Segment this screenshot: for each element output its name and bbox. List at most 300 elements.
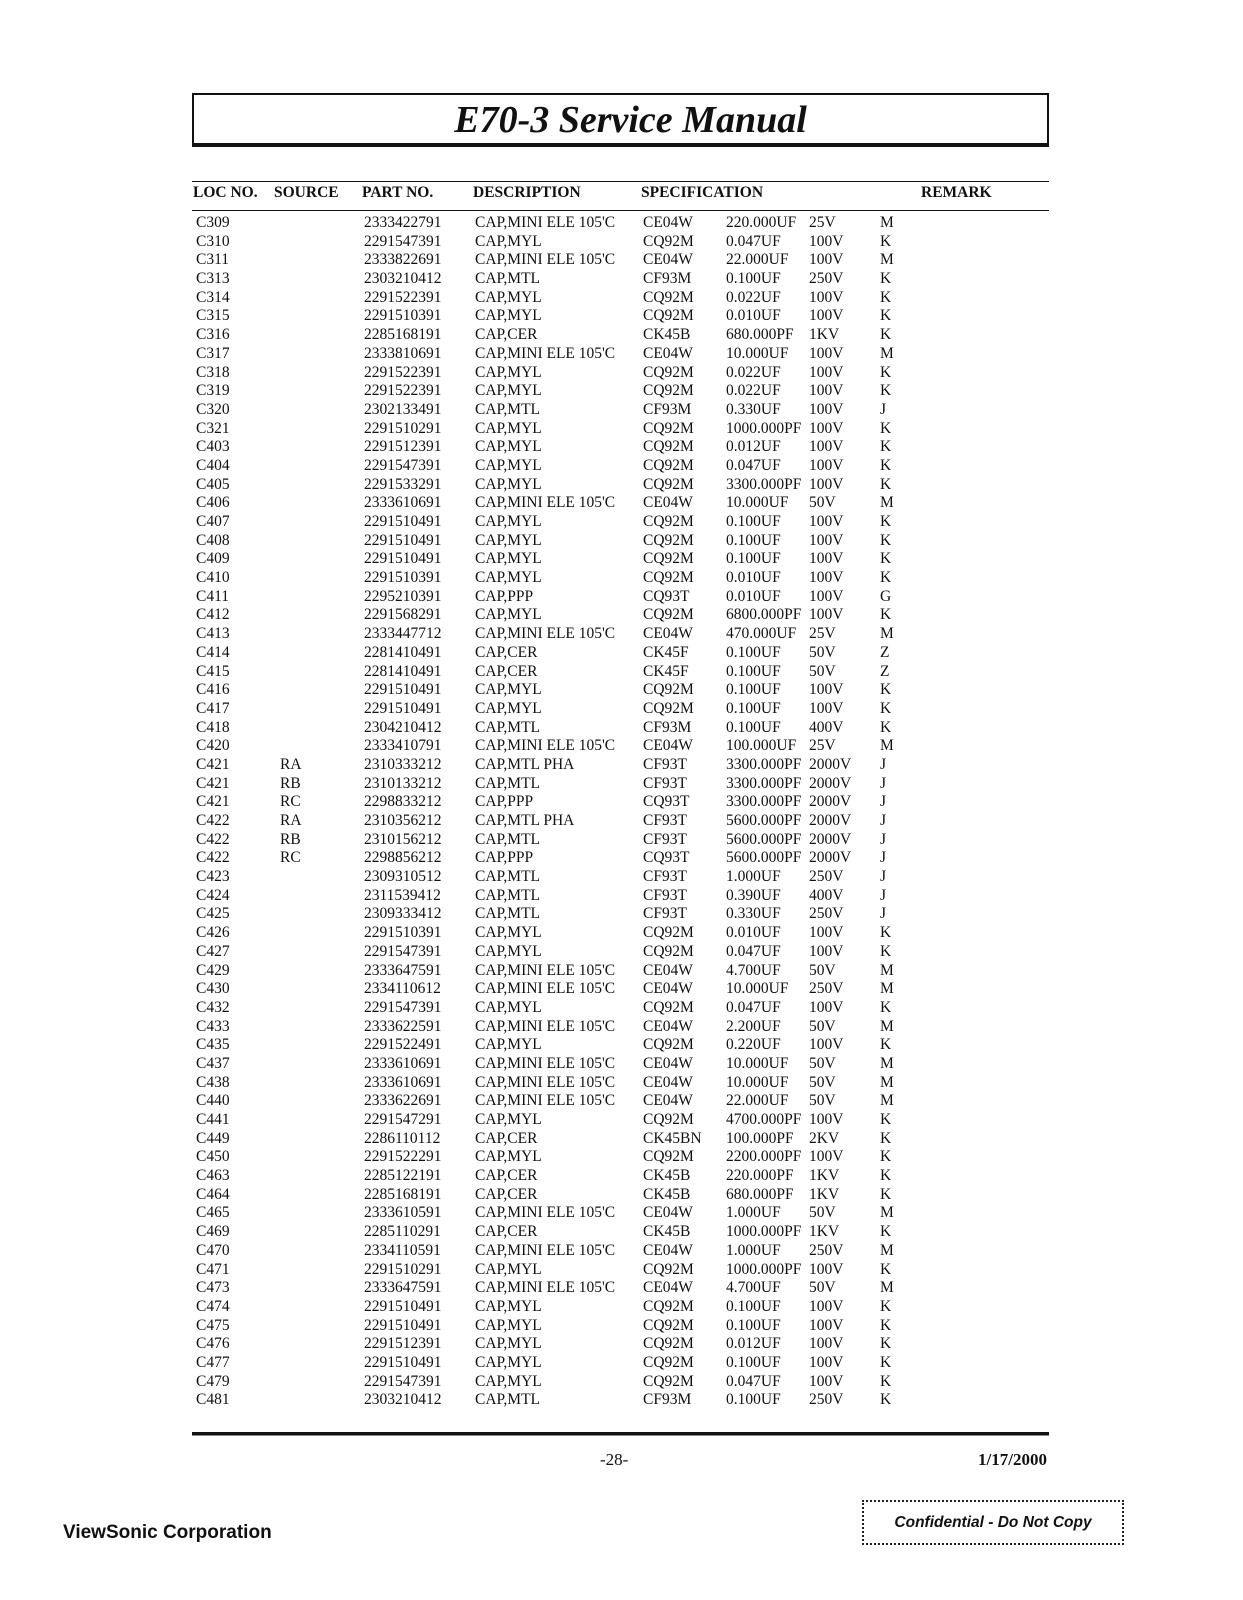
cell-spec-code: CK45BN [643,1129,702,1147]
table-row [0,625,1243,644]
cell-spec-value: 4.700UF [726,1279,781,1297]
cell-spec-voltage: 250V [809,980,844,998]
cell-tolerance: K [880,681,892,699]
cell-spec-code: CQ92M [643,1316,694,1334]
cell-spec-code: CQ92M [643,681,694,699]
cell-spec-voltage: 100V [809,344,844,362]
cell-spec-code: CK45F [643,643,689,661]
cell-spec-code: CF93M [643,718,692,736]
cell-spec-voltage: 100V [809,382,844,400]
cell-description: CAP,MYL [475,1372,542,1390]
cell-spec-voltage: 100V [809,363,844,381]
cell-loc-no: C421 [196,755,230,773]
cell-tolerance: K [880,1297,892,1315]
cell-loc-no: C403 [196,438,230,456]
cell-spec-value: 220.000UF [726,214,797,231]
cell-part-no: 2333610691 [364,1054,442,1072]
cell-spec-value: 10.000UF [726,980,789,998]
cell-spec-code: CF93T [643,886,687,904]
cell-spec-value: 0.010UF [726,307,781,325]
table-row [0,700,1243,719]
cell-description: CAP,MYL [475,531,542,549]
cell-spec-voltage: 50V [809,1204,836,1222]
cell-spec-value: 1000.000PF [726,1260,802,1278]
cell-tolerance: K [880,1316,892,1334]
cell-description: CAP,MYL [475,681,542,699]
cell-part-no: 2303210412 [364,270,442,288]
cell-source: RA [280,812,302,829]
cell-description: CAP,MTL [475,774,541,792]
cell-description: CAP,MTL [475,886,541,904]
cell-spec-code: CQ92M [643,924,694,942]
cell-spec-code: CK45B [643,1167,691,1185]
cell-description: CAP,CER [475,662,538,680]
cell-spec-value: 0.100UF [726,1353,781,1371]
cell-spec-code: CQ93T [643,793,690,811]
cell-part-no: 2291547391 [364,998,442,1016]
cell-spec-code: CE04W [643,980,693,998]
cell-description: CAP,MTL [475,718,541,736]
cell-description: CAP,MYL [475,513,542,530]
cell-description: CAP,MINI ELE 105'C [475,980,616,998]
cell-part-no: 2302133491 [364,400,442,418]
cell-part-no: 2333410791 [364,737,442,755]
cell-spec-value: 3300.000PF [726,774,802,792]
cell-tolerance: M [880,1241,894,1259]
cell-part-no: 2281410491 [364,643,442,661]
cell-spec-value: 5600.000PF [726,830,802,848]
cell-description: CAP,CER [475,1129,538,1147]
cell-description: CAP,CER [475,643,538,661]
cell-spec-code: CK45B [643,1185,691,1203]
table-row [0,494,1243,513]
cell-spec-code: CE04W [643,214,693,231]
table-row [0,644,1243,663]
cell-source: RB [280,774,301,792]
cell-part-no: 2333422791 [364,214,442,231]
cell-part-no: 2291522291 [364,1148,442,1166]
cell-part-no: 2285168191 [364,1185,442,1203]
cell-description: CAP,MYL [475,1335,542,1353]
cell-loc-no: C417 [196,699,230,717]
col-header-desc: DESCRIPTION [473,184,581,201]
cell-part-no: 2291547391 [364,1372,442,1390]
cell-part-no: 2310133212 [364,774,442,792]
table-row [0,457,1243,476]
cell-spec-voltage: 100V [809,569,844,587]
cell-spec-voltage: 100V [809,1335,844,1353]
cell-loc-no: C309 [196,214,230,231]
cell-spec-code: CQ92M [643,606,694,624]
table-row [0,905,1243,924]
cell-part-no: 2291522391 [364,363,442,381]
cell-tolerance: K [880,718,892,736]
cell-loc-no: C469 [196,1223,230,1241]
table-row [0,1242,1243,1261]
cell-spec-code: CQ92M [643,1353,694,1371]
cell-description: CAP,MYL [475,232,542,250]
cell-description: CAP,MYL [475,569,542,587]
cell-tolerance: J [880,886,887,904]
cell-spec-value: 0.047UF [726,232,781,250]
table-row [0,233,1243,252]
cell-spec-code: CQ92M [643,1372,694,1390]
cell-loc-no: C422 [196,830,230,848]
cell-tolerance: J [880,774,887,792]
cell-description: CAP,MINI ELE 105'C [475,251,616,269]
cell-spec-value: 10.000UF [726,344,789,362]
cell-loc-no: C408 [196,531,230,549]
cell-spec-value: 1.000UF [726,1241,781,1259]
cell-part-no: 2291512391 [364,438,442,456]
cell-spec-value: 0.330UF [726,905,781,923]
cell-description: CAP,MYL [475,1111,542,1128]
cell-tolerance: K [880,456,892,474]
cell-part-no: 2285168191 [364,326,442,344]
cell-tolerance: K [880,569,892,587]
cell-description: CAP,MYL [475,924,542,942]
cell-spec-value: 0.010UF [726,924,781,942]
cell-loc-no: C441 [196,1111,230,1128]
cell-part-no: 2303210412 [364,1391,442,1409]
cell-spec-code: CQ92M [643,1111,694,1128]
cell-tolerance: K [880,942,892,960]
cell-tolerance: K [880,1223,892,1241]
cell-spec-voltage: 50V [809,961,836,979]
cell-description: CAP,MTL [475,270,541,288]
cell-spec-voltage: 2000V [809,849,852,867]
table-row [0,1317,1243,1336]
cell-tolerance: K [880,699,892,717]
cell-spec-value: 1.000UF [726,1204,781,1222]
cell-tolerance: M [880,214,894,231]
cell-description: CAP,MYL [475,550,542,568]
cell-part-no: 2334110591 [364,1241,441,1259]
table-row [0,924,1243,943]
cell-spec-value: 6800.000PF [726,606,802,624]
cell-spec-voltage: 2KV [809,1129,840,1147]
cell-tolerance: Z [880,643,890,661]
cell-tolerance: K [880,550,892,568]
cell-tolerance: K [880,1111,892,1128]
cell-loc-no: C409 [196,550,230,568]
cell-spec-voltage: 100V [809,232,844,250]
cell-part-no: 2291533291 [364,475,442,493]
cell-spec-value: 0.100UF [726,270,781,288]
cell-description: CAP,CER [475,326,538,344]
table-row [0,681,1243,700]
table-row [0,1055,1243,1074]
cell-description: CAP,MYL [475,1260,542,1278]
cell-spec-value: 10.000UF [726,494,789,512]
cell-loc-no: C422 [196,849,230,867]
cell-spec-value: 22.000UF [726,251,789,269]
cell-tolerance: K [880,513,892,530]
cell-description: CAP,MYL [475,419,542,437]
cell-part-no: 2291547391 [364,456,442,474]
cell-tolerance: K [880,1167,892,1185]
cell-spec-value: 5600.000PF [726,812,802,829]
cell-spec-code: CE04W [643,1054,693,1072]
cell-spec-code: CF93T [643,755,687,773]
page-number: -28- [600,1450,629,1469]
table-row [0,420,1243,439]
cell-part-no: 2291547391 [364,232,442,250]
cell-loc-no: C477 [196,1353,230,1371]
cell-spec-value: 680.000PF [726,326,794,344]
cell-part-no: 2295210391 [364,587,442,605]
cell-spec-voltage: 100V [809,438,844,456]
cell-description: CAP,MYL [475,1036,542,1054]
cell-spec-code: CQ92M [643,531,694,549]
table-row [0,476,1243,495]
cell-spec-code: CQ92M [643,1036,694,1054]
cell-loc-no: C416 [196,681,230,699]
page-title: E70-3 Service Manual [454,99,807,141]
table-row [0,307,1243,326]
cell-spec-voltage: 400V [809,886,844,904]
cell-part-no: 2333822691 [364,251,442,269]
table-row [0,1279,1243,1298]
cell-description: CAP,MINI ELE 105'C [475,625,616,643]
cell-spec-value: 3300.000PF [726,793,802,811]
cell-tolerance: K [880,438,892,456]
cell-loc-no: C320 [196,400,230,418]
cell-spec-voltage: 250V [809,270,844,288]
cell-spec-value: 2200.000PF [726,1148,802,1166]
cell-loc-no: C423 [196,868,230,886]
cell-part-no: 2333610591 [364,1204,442,1222]
cell-description: CAP,MYL [475,1353,542,1371]
col-header-remark: REMARK [921,184,992,201]
table-row [0,251,1243,270]
cell-loc-no: C420 [196,737,230,755]
cell-spec-voltage: 100V [809,1372,844,1390]
table-row [0,513,1243,532]
cell-loc-no: C433 [196,1017,230,1035]
cell-description: CAP,MYL [475,363,542,381]
cell-tolerance: K [880,531,892,549]
cell-spec-voltage: 100V [809,942,844,960]
cell-spec-voltage: 1KV [809,1223,840,1241]
cell-spec-code: CE04W [643,1279,693,1297]
cell-part-no: 2333610691 [364,494,442,512]
cell-spec-code: CE04W [643,1204,693,1222]
cell-spec-code: CE04W [643,1017,693,1035]
cell-description: CAP,MTL [475,905,541,923]
cell-tolerance: M [880,344,894,362]
cell-description: CAP,MYL [475,307,542,325]
cell-part-no: 2291510291 [364,1260,442,1278]
cell-part-no: 2309310512 [364,868,442,886]
cell-part-no: 2291510491 [364,513,442,530]
cell-description: CAP,MYL [475,1316,542,1334]
cell-spec-voltage: 50V [809,1054,836,1072]
cell-part-no: 2310356212 [364,812,442,829]
cell-spec-value: 0.047UF [726,942,781,960]
table-row [0,289,1243,308]
cell-spec-voltage: 100V [809,587,844,605]
cell-spec-code: CQ92M [643,438,694,456]
cell-spec-voltage: 100V [809,681,844,699]
table-row [0,980,1243,999]
cell-spec-code: CF93M [643,270,692,288]
cell-spec-voltage: 100V [809,288,844,306]
table-row [0,999,1243,1018]
cell-tolerance: M [880,494,894,512]
cell-spec-code: CF93T [643,868,687,886]
cell-tolerance: K [880,998,892,1016]
cell-spec-voltage: 250V [809,1391,844,1409]
cell-part-no: 2291510491 [364,1316,442,1334]
cell-spec-voltage: 250V [809,905,844,923]
cell-spec-value: 470.000UF [726,625,797,643]
table-row [0,1074,1243,1093]
cell-spec-code: CQ92M [643,513,694,530]
table-row [0,1223,1243,1242]
table-row [0,1186,1243,1205]
cell-description: CAP,MYL [475,456,542,474]
cell-part-no: 2310333212 [364,755,442,773]
cell-spec-code: CQ92M [643,307,694,325]
table-row [0,550,1243,569]
cell-tolerance: M [880,961,894,979]
cell-tolerance: K [880,1260,892,1278]
cell-part-no: 2333810691 [364,344,442,362]
cell-spec-code: CQ92M [643,232,694,250]
cell-tolerance: K [880,1353,892,1371]
cell-description: CAP,MTL [475,868,541,886]
cell-part-no: 2291510491 [364,1297,442,1315]
cell-loc-no: C313 [196,270,230,288]
cell-loc-no: C404 [196,456,230,474]
cell-source: RC [280,793,301,811]
cell-spec-code: CE04W [643,1241,693,1259]
table-row [0,1335,1243,1354]
cell-spec-voltage: 50V [809,643,836,661]
cell-spec-voltage: 100V [809,475,844,493]
cell-part-no: 2291522391 [364,288,442,306]
cell-loc-no: C418 [196,718,230,736]
cell-loc-no: C405 [196,475,230,493]
cell-part-no: 2291510491 [364,550,442,568]
cell-spec-value: 0.100UF [726,1391,781,1409]
table-row [0,532,1243,551]
cell-part-no: 2298856212 [364,849,442,867]
footer-rule [192,1432,1049,1434]
cell-tolerance: K [880,1036,892,1054]
cell-part-no: 2285122191 [364,1167,442,1185]
cell-part-no: 2291510391 [364,924,442,942]
cell-spec-voltage: 50V [809,662,836,680]
cell-description: CAP,PPP [475,849,534,867]
cell-spec-code: CE04W [643,1092,693,1110]
cell-description: CAP,MINI ELE 105'C [475,1017,616,1035]
cell-part-no: 2291547391 [364,942,442,960]
cell-loc-no: C422 [196,812,230,829]
cell-spec-code: CE04W [643,737,693,755]
table-row [0,1298,1243,1317]
cell-part-no: 2304210412 [364,718,442,736]
cell-spec-voltage: 100V [809,1297,844,1315]
cell-spec-code: CK45F [643,662,689,680]
cell-loc-no: C470 [196,1241,230,1259]
cell-spec-voltage: 1KV [809,1167,840,1185]
cell-description: CAP,MYL [475,288,542,306]
cell-spec-code: CE04W [643,1073,693,1091]
cell-loc-no: C316 [196,326,230,344]
cell-loc-no: C473 [196,1279,230,1297]
table-row [0,588,1243,607]
cell-description: CAP,MINI ELE 105'C [475,1279,616,1297]
cell-spec-value: 0.047UF [726,998,781,1016]
cell-tolerance: K [880,1185,892,1203]
cell-description: CAP,MTL PHA [475,812,575,829]
cell-spec-code: CQ93T [643,587,690,605]
cell-spec-voltage: 100V [809,1148,844,1166]
cell-tolerance: J [880,849,887,867]
table-row [0,1391,1243,1410]
cell-part-no: 2333610691 [364,1073,442,1091]
col-header-spec: SPECIFICATION [641,184,764,201]
parts-table [0,214,1243,1410]
cell-spec-voltage: 100V [809,400,844,418]
cell-spec-voltage: 100V [809,699,844,717]
header-rule-top [192,181,1049,182]
table-row [0,1167,1243,1186]
col-header-loc: LOC NO. [193,184,258,201]
cell-tolerance: M [880,625,894,643]
cell-tolerance: K [880,363,892,381]
cell-spec-code: CQ92M [643,475,694,493]
cell-spec-value: 100.000UF [726,737,797,755]
cell-loc-no: C463 [196,1167,230,1185]
table-row [0,382,1243,401]
cell-loc-no: C319 [196,382,230,400]
cell-spec-voltage: 50V [809,1279,836,1297]
title-box [192,93,1049,145]
cell-tolerance: K [880,270,892,288]
table-row [0,793,1243,812]
cell-description: CAP,MYL [475,438,542,456]
cell-loc-no: C464 [196,1185,230,1203]
cell-loc-no: C438 [196,1073,230,1091]
cell-tolerance: J [880,830,887,848]
cell-loc-no: C415 [196,662,230,680]
cell-spec-voltage: 2000V [809,830,852,848]
cell-spec-code: CQ92M [643,1148,694,1166]
cell-spec-code: CQ92M [643,550,694,568]
cell-spec-voltage: 100V [809,1036,844,1054]
cell-spec-value: 0.100UF [726,1316,781,1334]
table-row [0,1354,1243,1373]
cell-description: CAP,MYL [475,1297,542,1315]
cell-spec-value: 0.022UF [726,288,781,306]
table-row [0,1111,1243,1130]
cell-spec-code: CQ92M [643,363,694,381]
cell-description: CAP,MINI ELE 105'C [475,344,616,362]
cell-description: CAP,MTL [475,1391,541,1409]
table-row [0,1373,1243,1392]
cell-spec-voltage: 100V [809,924,844,942]
cell-spec-voltage: 25V [809,625,836,643]
cell-tolerance: G [880,587,892,605]
table-row [0,326,1243,345]
cell-spec-voltage: 100V [809,531,844,549]
cell-spec-value: 0.010UF [726,569,781,587]
cell-spec-value: 680.000PF [726,1185,794,1203]
cell-description: CAP,MYL [475,942,542,960]
